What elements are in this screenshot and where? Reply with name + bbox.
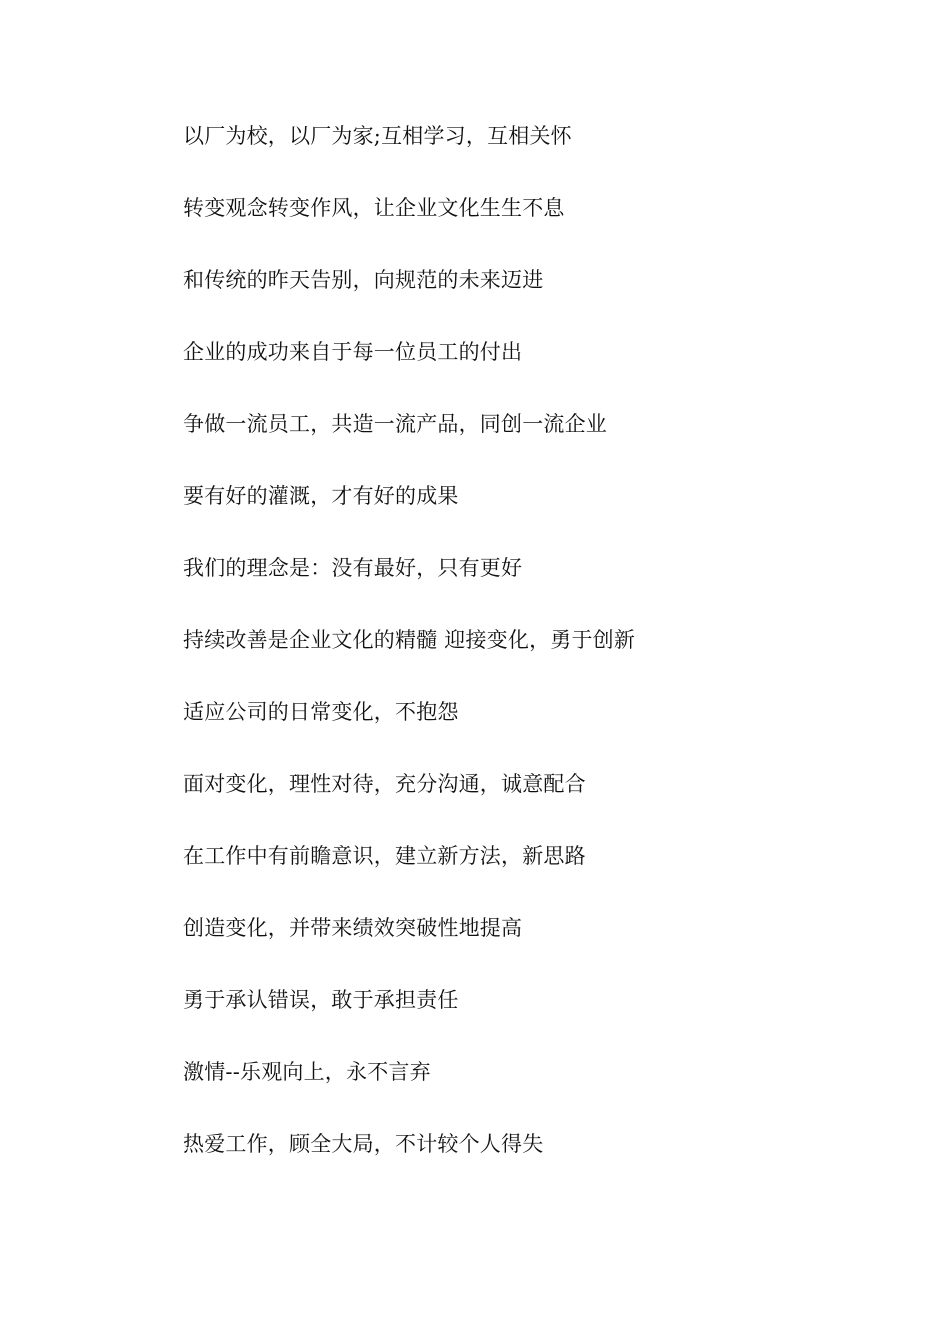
text-line-list [183,120,883,1200]
text-line: 以厂为校，以厂为家;互相学习，互相关怀 [183,124,572,148]
text-line: 热爱工作，顾全大局，不计较个人得失 [183,1132,544,1156]
text-line: 我们的理念是：没有最好，只有更好 [183,556,523,580]
text-line: 创造变化，并带来绩效突破性地提高 [183,916,523,940]
text-line: 面对变化，理性对待，充分沟通，诚意配合 [183,772,586,796]
text-line: 在工作中有前瞻意识，建立新方法，新思路 [183,844,586,868]
text-line: 适应公司的日常变化，不抱怨 [183,700,459,724]
text-line: 要有好的灌溉，才有好的成果 [183,484,459,508]
text-line: 激情--乐观向上，永不言弃 [183,1060,431,1084]
text-line: 持续改善是企业文化的精髓 迎接变化，勇于创新 [183,628,636,652]
text-line: 争做一流员工，共造一流产品，同创一流企业 [183,412,607,436]
text-line: 勇于承认错误，敢于承担责任 [183,988,459,1012]
text-line: 转变观念转变作风，让企业文化生生不息 [183,196,565,220]
text-line: 和传统的昨天告别，向规范的未来迈进 [183,268,544,292]
text-line: 企业的成功来自于每一位员工的付出 [183,340,523,364]
